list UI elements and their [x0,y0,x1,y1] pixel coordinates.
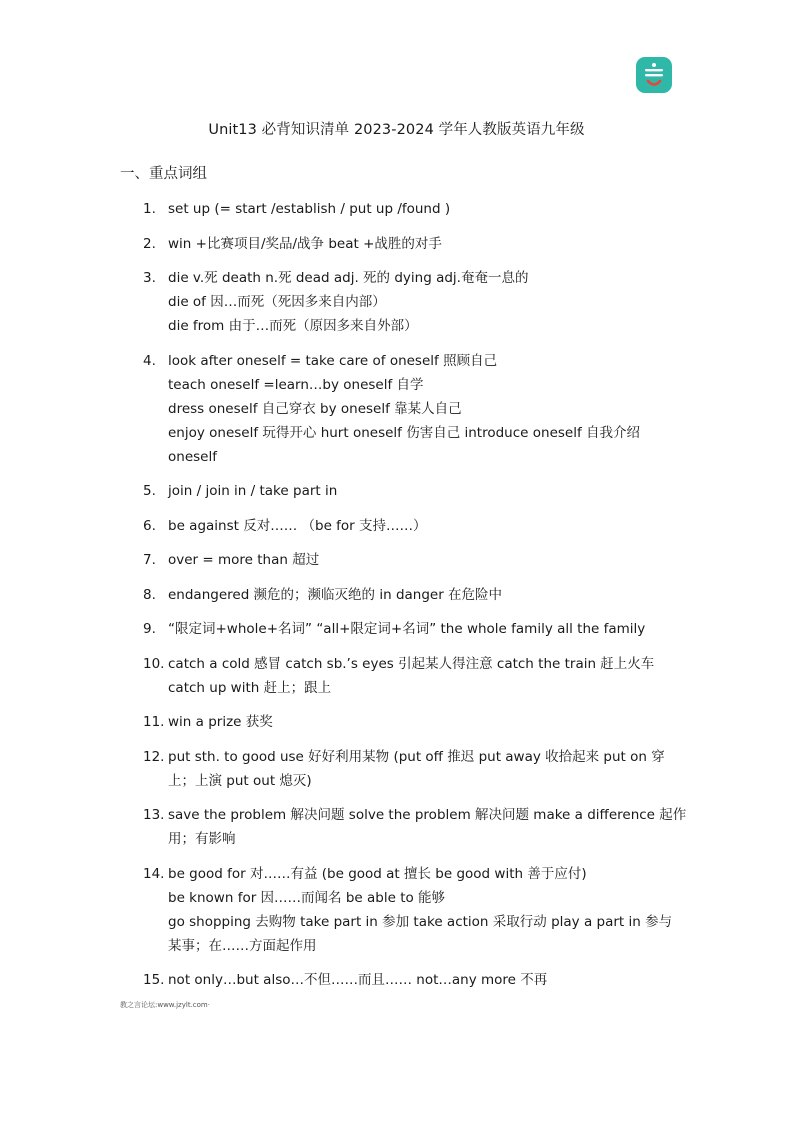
item-number: 3. [143,270,156,286]
list-item [143,266,688,338]
item-line: catch up with 赶上；跟上 [168,679,332,696]
item-text [168,479,688,503]
brand-logo [636,57,672,93]
item-number: 8. [143,586,156,603]
item-text [168,652,688,700]
item-line: dress oneself 自己穿衣 by oneself 靠某人自己 [168,400,462,417]
item-line: 上；上演 put out 熄灭) [168,772,312,789]
item-line: be known for 因……而闻名 be able to 能够 [168,889,446,906]
item-line: die of 因…而死（死因多来自内部） [168,294,386,310]
brand-logo-icon [636,57,672,93]
list-item [143,652,688,700]
item-number: 4. [143,352,156,369]
list-item [143,514,688,538]
item-text [168,349,688,469]
list-item [143,617,688,641]
item-number: 7. [143,552,156,568]
item-number: 11. [143,714,165,730]
item-line: enjoy oneself 玩得开心 hurt oneself 伤害自己 introduce oneself 自我介绍 [168,424,641,441]
item-text [168,862,688,958]
item-line: oneself [168,448,217,465]
item-number: 1. [143,201,156,217]
list-item [143,349,688,469]
item-line: join / join in / take part in [168,483,338,499]
item-line: teach oneself =learn…by oneself 自学 [168,376,424,393]
item-line: look after oneself = take care of oneself 照顾自己 [168,352,498,369]
item-number: 6. [143,517,156,534]
item-text [168,745,688,793]
item-text [168,197,688,221]
item-number: 2. [143,235,156,252]
item-line: put sth. to good use 好好利用某物 (put off 推迟 put away 收拾起来 put on 穿 [168,748,665,765]
item-text [168,968,688,992]
item-line: endangered 濒危的；濒临灭绝的 in danger 在危险中 [168,586,503,603]
list-item [143,548,688,572]
item-text [168,617,688,641]
item-line: catch a cold 感冒 catch sb.’s eyes 引起某人得注意 catch the train 赶上火车 [168,655,655,672]
list-item [143,968,688,992]
footer-text: 教之言论坛:www.jzylt.com· [120,1001,210,1009]
list-item [143,803,688,851]
item-number: 12. [143,748,165,765]
list-item [143,862,688,958]
item-line: not only…but also…不但……而且…… not…any more 不再 [168,972,548,988]
item-line: over = more than 超过 [168,552,320,568]
list-item [143,479,688,503]
item-number: 14. [143,865,165,882]
item-text [168,266,688,338]
list-item [143,710,688,734]
item-number: 10. [143,655,165,672]
item-line: save the problem 解决问题 solve the problem 解决问题 make a difference 起作 [168,807,687,823]
item-number: 5. [143,483,156,499]
item-line: be against 反对…… （be for 支持……） [168,517,427,534]
list-item [143,745,688,793]
item-text [168,548,688,572]
item-line: “限定词+whole+名词” “all+限定词+名词” the whole family all the family [168,621,646,637]
document-title: Unit13 必背知识清单 2023-2024 学年人教版英语九年级 [208,122,585,138]
item-line: go shopping 去购物 take part in 参加 take action 采取行动 play a part in 参与 [168,913,673,930]
item-number: 15. [143,972,165,988]
list-item [143,583,688,607]
list-item [143,232,688,256]
item-line: die from 由于…而死（原因多来自外部） [168,318,418,334]
list-item [143,197,688,221]
phrase-list [143,197,688,1003]
item-text [168,710,688,734]
item-text [168,514,688,538]
item-line: 某事；在……方面起作用 [168,937,317,954]
item-text [168,583,688,607]
item-text [168,232,688,256]
item-number: 9. [143,621,156,637]
item-line: win +比赛项目/奖品/战争 beat +战胜的对手 [168,235,442,252]
item-line: be good for 对……有益 (be good at 擅长 be good with 善于应付) [168,865,587,882]
item-line: win a prize 获奖 [168,714,273,730]
item-text [168,803,688,851]
section-heading: 一、重点词组 [120,166,207,182]
item-number: 13. [143,807,165,823]
item-line: die v.死 death n.死 dead adj. 死的 dying adj.奄奄一息的 [168,270,529,286]
item-line: set up (= start /establish / put up /found ) [168,201,451,217]
item-line: 用；有影响 [168,831,236,847]
